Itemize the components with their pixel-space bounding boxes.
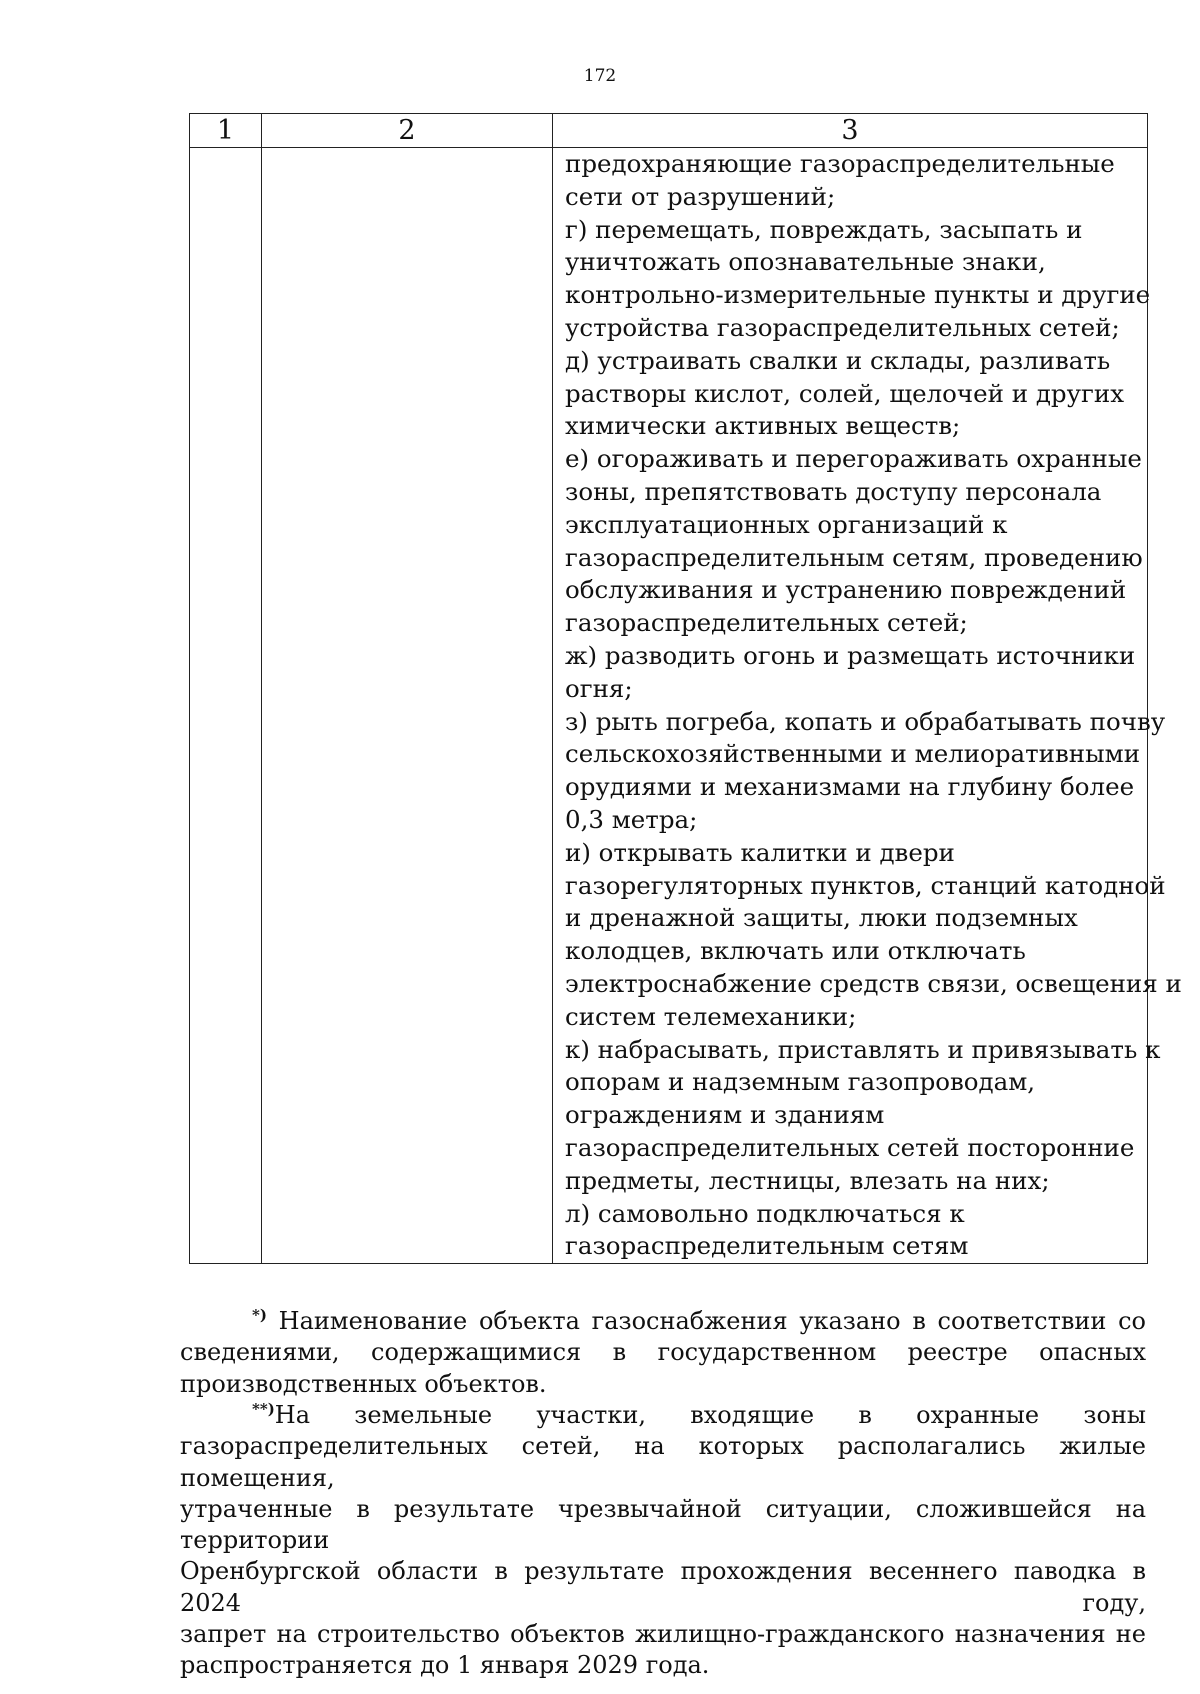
footnote-1 — [180, 1300, 1146, 1400]
cell-text-line: предметы, лестницы, влезать на них; — [565, 1165, 1050, 1195]
cell-text-line: ограждениям и зданиям — [565, 1100, 885, 1130]
footnote-2-line: распространяется до 1 января 2029 года. — [180, 1651, 710, 1680]
cell-text-line: сельскохозяйственными и мелиоративными — [565, 739, 1141, 769]
footnote-marker: *) — [252, 1306, 267, 1324]
cell-text-line: зоны, препятствовать доступу персонала — [565, 476, 1102, 506]
table-cell-col3 — [553, 148, 1182, 1264]
cell-text-line: устройства газораспределительных сетей; — [565, 312, 1120, 342]
table-header-row — [190, 114, 1148, 148]
cell-text-line: газораспределительных сетей; — [565, 608, 968, 638]
table-cell-col1 — [190, 148, 262, 1264]
footnote-2-line: запрет на строительство объектов жилищно-гражданского назначения не — [180, 1620, 1146, 1649]
cell-text-line: к) набрасывать, приставлять и привязывать к — [565, 1034, 1161, 1064]
cell-text-line: и) открывать калитки и двери — [565, 837, 955, 867]
footnote-2-line: газораспределительных сетей, на которых располагались жилые помещения, — [180, 1432, 1146, 1492]
cell-text-line: уничтожать опознавательные знаки, — [565, 247, 1046, 277]
cell-text-line: растворы кислот, солей, щелочей и других — [565, 378, 1125, 408]
cell-text-line: з) рыть погреба, копать и обрабатывать почву — [565, 706, 1166, 736]
table-row — [190, 148, 1148, 1264]
footnote-2-line: Оренбургской области в результате прохождения весеннего паводка в 2024 году, — [180, 1557, 1146, 1617]
cell-text-line: колодцев, включать или отключать — [565, 936, 1026, 966]
cell-text-line: и дренажной защиты, люки подземных — [565, 903, 1078, 933]
cell-text-line: л) самовольно подключаться к — [565, 1198, 965, 1228]
cell-text-line: газораспределительным сетям, проведению — [565, 542, 1143, 572]
page-number: 172 — [583, 66, 617, 86]
cell-text-line: 0,3 метра; — [565, 804, 698, 834]
column-header-1: 1 — [190, 114, 262, 148]
cell-text-line: орудиями и механизмами на глубину более — [565, 772, 1135, 802]
cell-text-line: электроснабжение средств связи, освещения и — [565, 968, 1182, 998]
cell-text-line: предохраняющие газораспределительные — [565, 149, 1115, 178]
column-header-3: 3 — [553, 114, 1148, 148]
footnote-2-line: **)На земельные участки, входящие в охранные зоны — [252, 1400, 1146, 1429]
cell-text-line: обслуживания и устранению повреждений — [565, 575, 1127, 605]
footnote-marker: **) — [252, 1400, 275, 1418]
footnote-2-line: утраченные в результате чрезвычайной ситуации, сложившейся на территории — [180, 1494, 1146, 1555]
footnote-2 — [180, 1394, 1146, 1682]
table-cell-col2 — [262, 148, 553, 1264]
cell-text-line: химически активных веществ; — [565, 411, 961, 441]
column-header-2: 2 — [262, 114, 553, 148]
cell-text-line: эксплуатационных организаций к — [565, 509, 1008, 539]
cell-text-line: г) перемещать, повреждать, засыпать и — [565, 214, 1083, 244]
footnote-1-line: *) Наименование объекта газоснабжения указано в соответствии со — [252, 1306, 1146, 1335]
restrictions-table — [189, 113, 1182, 1264]
cell-text-line: газорегуляторных пунктов, станций катодной — [565, 870, 1166, 900]
cell-text-line: опорам и надземным газопроводам, — [565, 1067, 1036, 1097]
footnote-1-line: производственных объектов. — [180, 1369, 547, 1398]
cell-text-line: д) устраивать свалки и склады, разливать — [565, 345, 1111, 375]
cell-text-line: газораспределительным сетям — [565, 1231, 969, 1261]
cell-text-line: контрольно-измерительные пункты и другие — [565, 280, 1151, 310]
cell-text-line: систем телемеханики; — [565, 1001, 857, 1031]
cell-text-line: газораспределительных сетей посторонние — [565, 1132, 1135, 1162]
cell-text-line: е) огораживать и перегораживать охранные — [565, 444, 1142, 474]
footnote-1-line: сведениями, содержащимися в государственном реестре опасных — [180, 1338, 1146, 1367]
cell-text-line: сети от разрушений; — [565, 181, 836, 211]
cell-text-line: ж) разводить огонь и размещать источники — [565, 640, 1136, 670]
cell-text-line: огня; — [565, 673, 633, 703]
